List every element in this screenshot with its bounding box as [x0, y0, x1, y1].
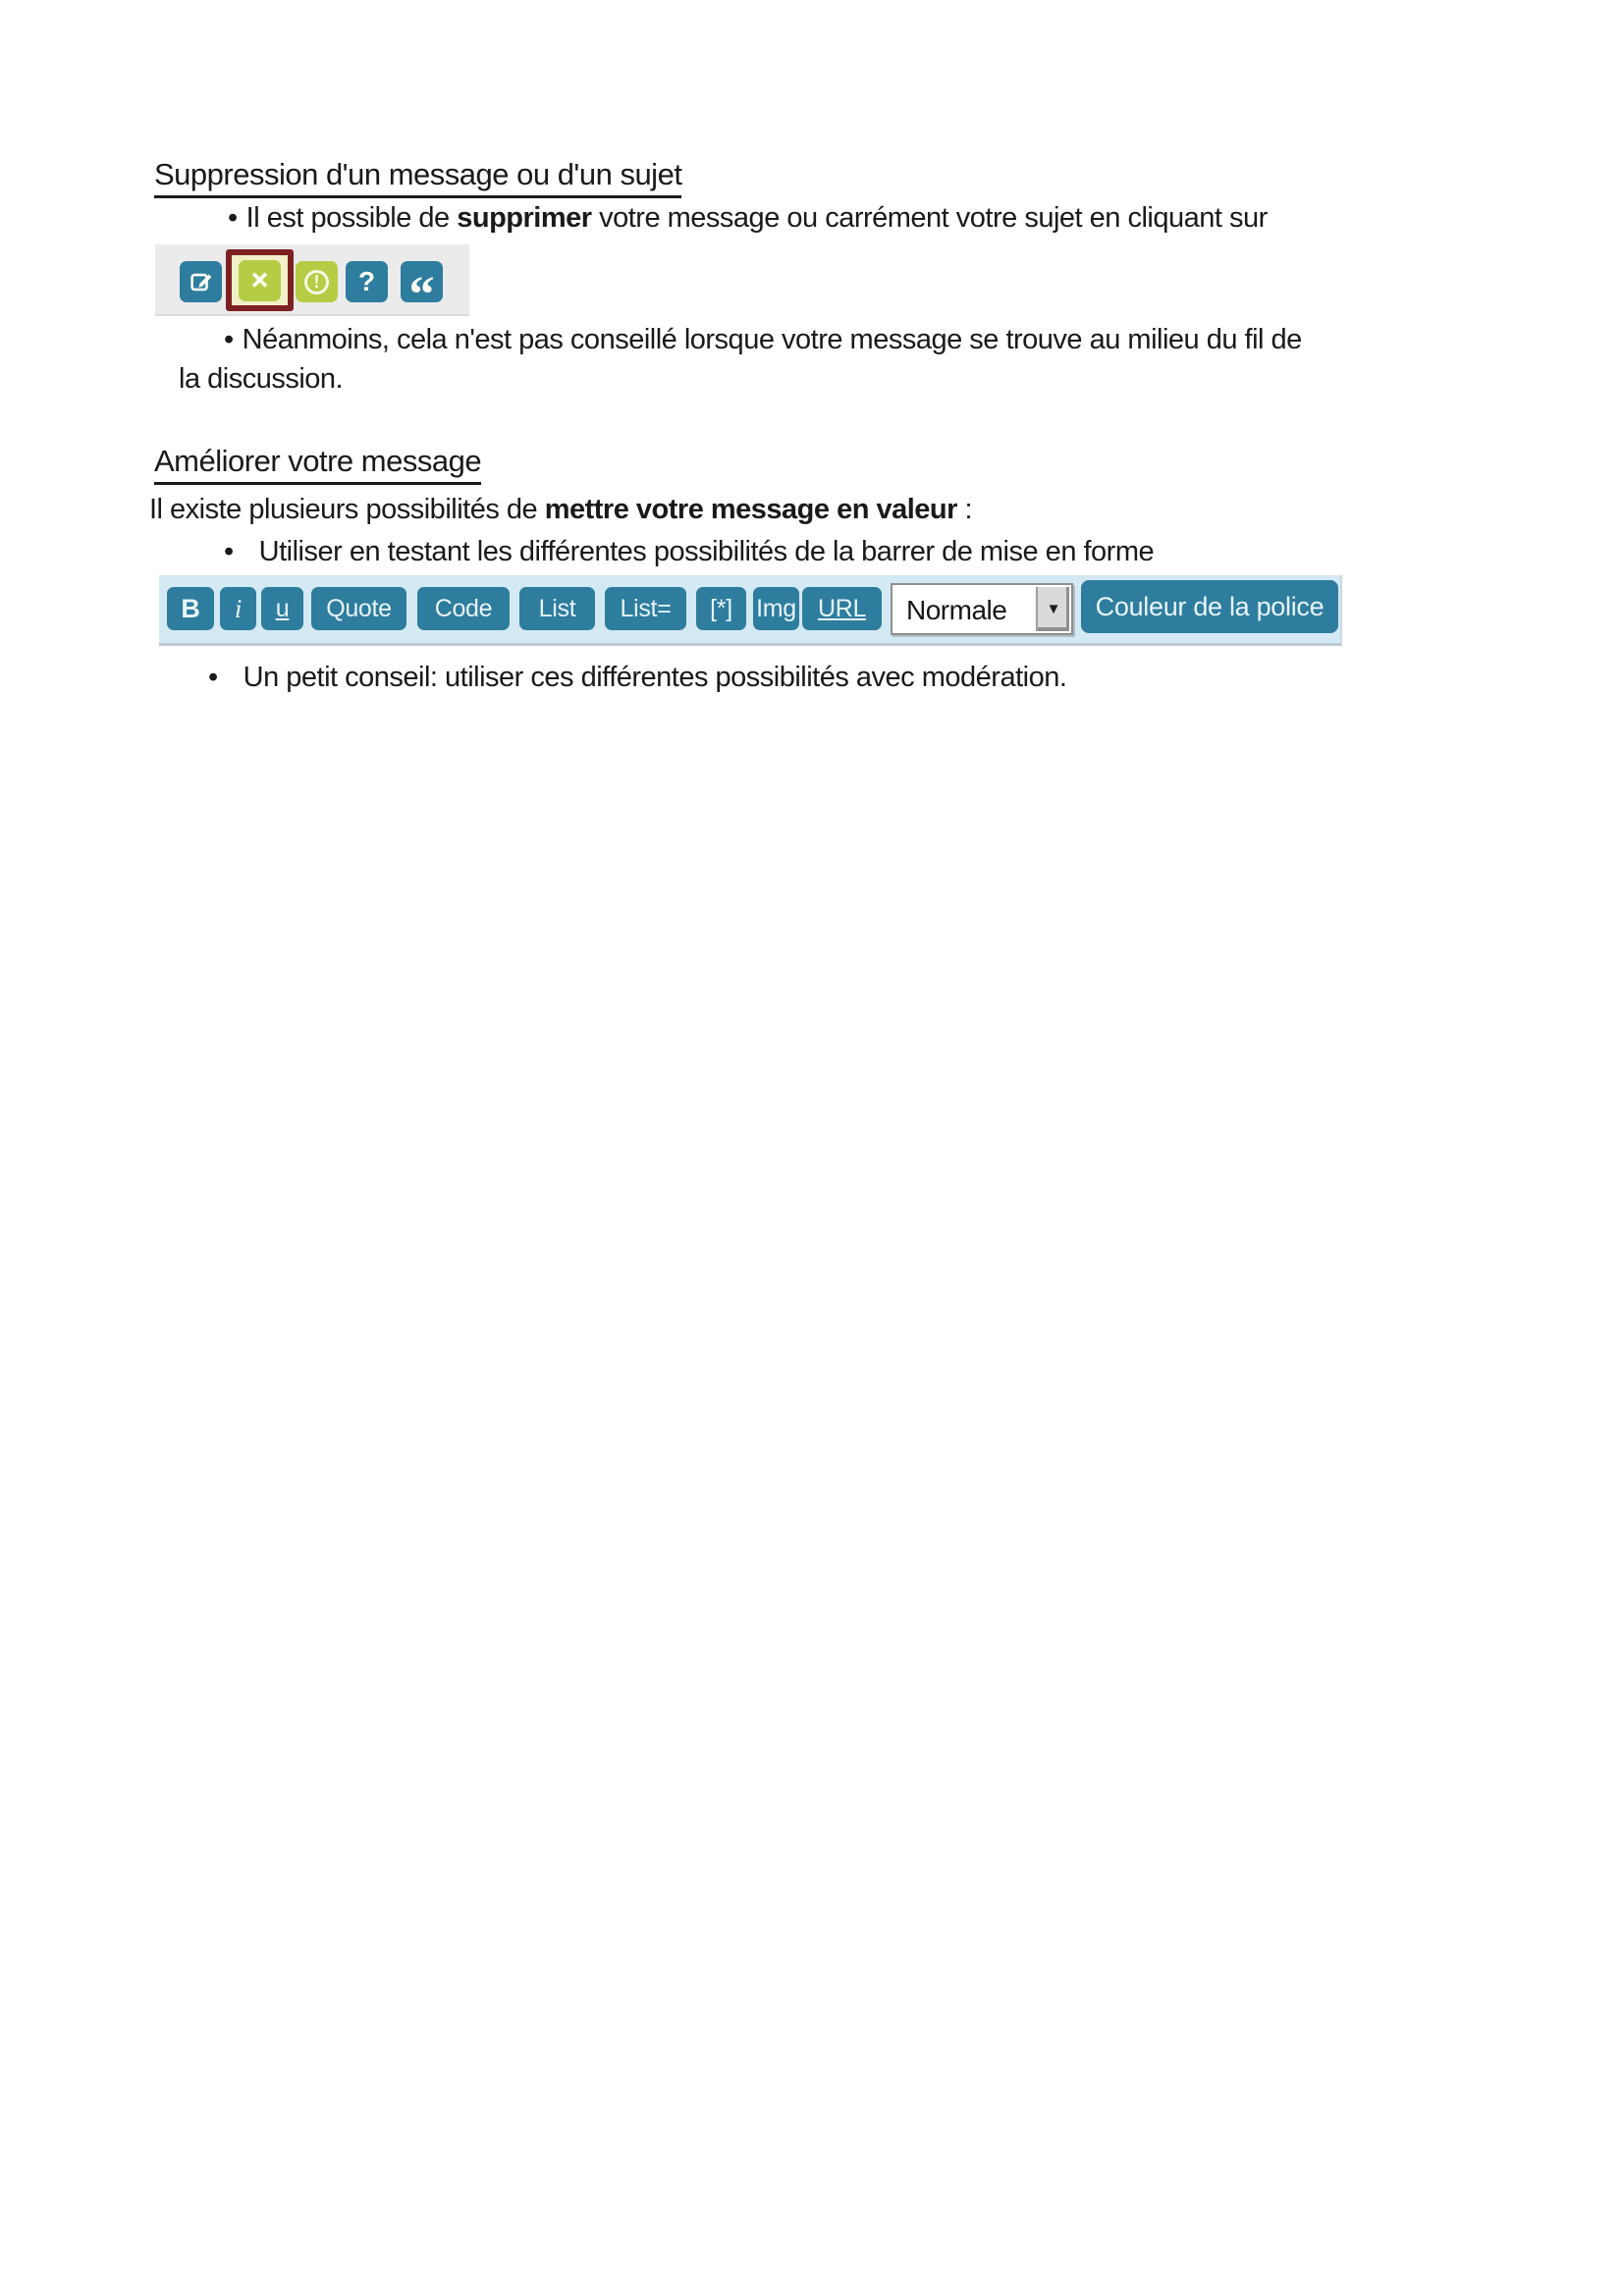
chevron-down-icon[interactable]: ▼ — [1036, 587, 1069, 631]
highlight-box — [226, 249, 294, 311]
question-icon: ? — [357, 266, 376, 296]
bullet-dot: • — [208, 662, 218, 693]
delete-button[interactable] — [239, 260, 281, 301]
bullet-item-supprimer — [228, 202, 1268, 235]
bullet-dot: • — [224, 536, 234, 567]
code-button[interactable]: Code — [417, 587, 510, 630]
x-icon: × — [250, 263, 269, 296]
font-size-select[interactable] — [891, 583, 1073, 635]
intro-line: Il existe plusieurs possibilités de mettre votre message en valeur : — [149, 494, 973, 525]
bullet-item-utiliser — [224, 536, 1154, 568]
bullet-text-line1: Néanmoins, cela n'est pas conseillé lorsque votre message se trouve au milieu du fil de — [242, 324, 1302, 355]
italic-button[interactable]: i — [220, 587, 256, 630]
img-button[interactable]: Img — [753, 587, 799, 630]
quote-button[interactable]: “ — [401, 261, 443, 302]
edit-icon — [189, 270, 213, 294]
bullet-text: Il est possible de supprimer votre message ou carrément votre sujet en cliquant sur — [245, 202, 1268, 234]
quote-bbcode-button[interactable]: Quote — [311, 587, 406, 630]
underline-button[interactable]: u — [261, 587, 303, 630]
bullet-text-line2: la discussion. — [179, 363, 344, 395]
list-button[interactable]: List — [519, 587, 595, 630]
bullet-dot: • — [224, 324, 234, 355]
bullet-dot: • — [228, 202, 238, 234]
font-size-value: Normale — [906, 595, 1007, 625]
bold-button[interactable]: B — [167, 587, 214, 630]
list-item-button[interactable]: [*] — [696, 587, 746, 630]
font-color-button[interactable]: Couleur de la police — [1081, 580, 1338, 633]
report-button[interactable] — [296, 261, 338, 302]
bullet-item-neanmoins — [224, 324, 1302, 356]
message-toolbar-screenshot — [155, 244, 469, 323]
section-heading-ameliorer: Améliorer votre message — [154, 444, 481, 485]
url-button[interactable]: URL — [802, 587, 882, 630]
format-toolbar-screenshot — [159, 575, 1342, 646]
bullet-item-conseil — [208, 662, 1066, 694]
section-heading-suppression: Suppression d'un message ou d'un sujet — [154, 157, 681, 198]
edit-button[interactable] — [180, 261, 222, 302]
bullet-text: Un petit conseil: utiliser ces différentes possibilités avec modération. — [243, 662, 1067, 693]
help-button[interactable] — [346, 261, 388, 302]
exclamation-icon: ! — [304, 270, 329, 294]
ordered-list-button[interactable]: List= — [605, 587, 686, 630]
bullet-text: Utiliser en testant les différentes possibilités de la barrer de mise en forme — [258, 536, 1155, 567]
